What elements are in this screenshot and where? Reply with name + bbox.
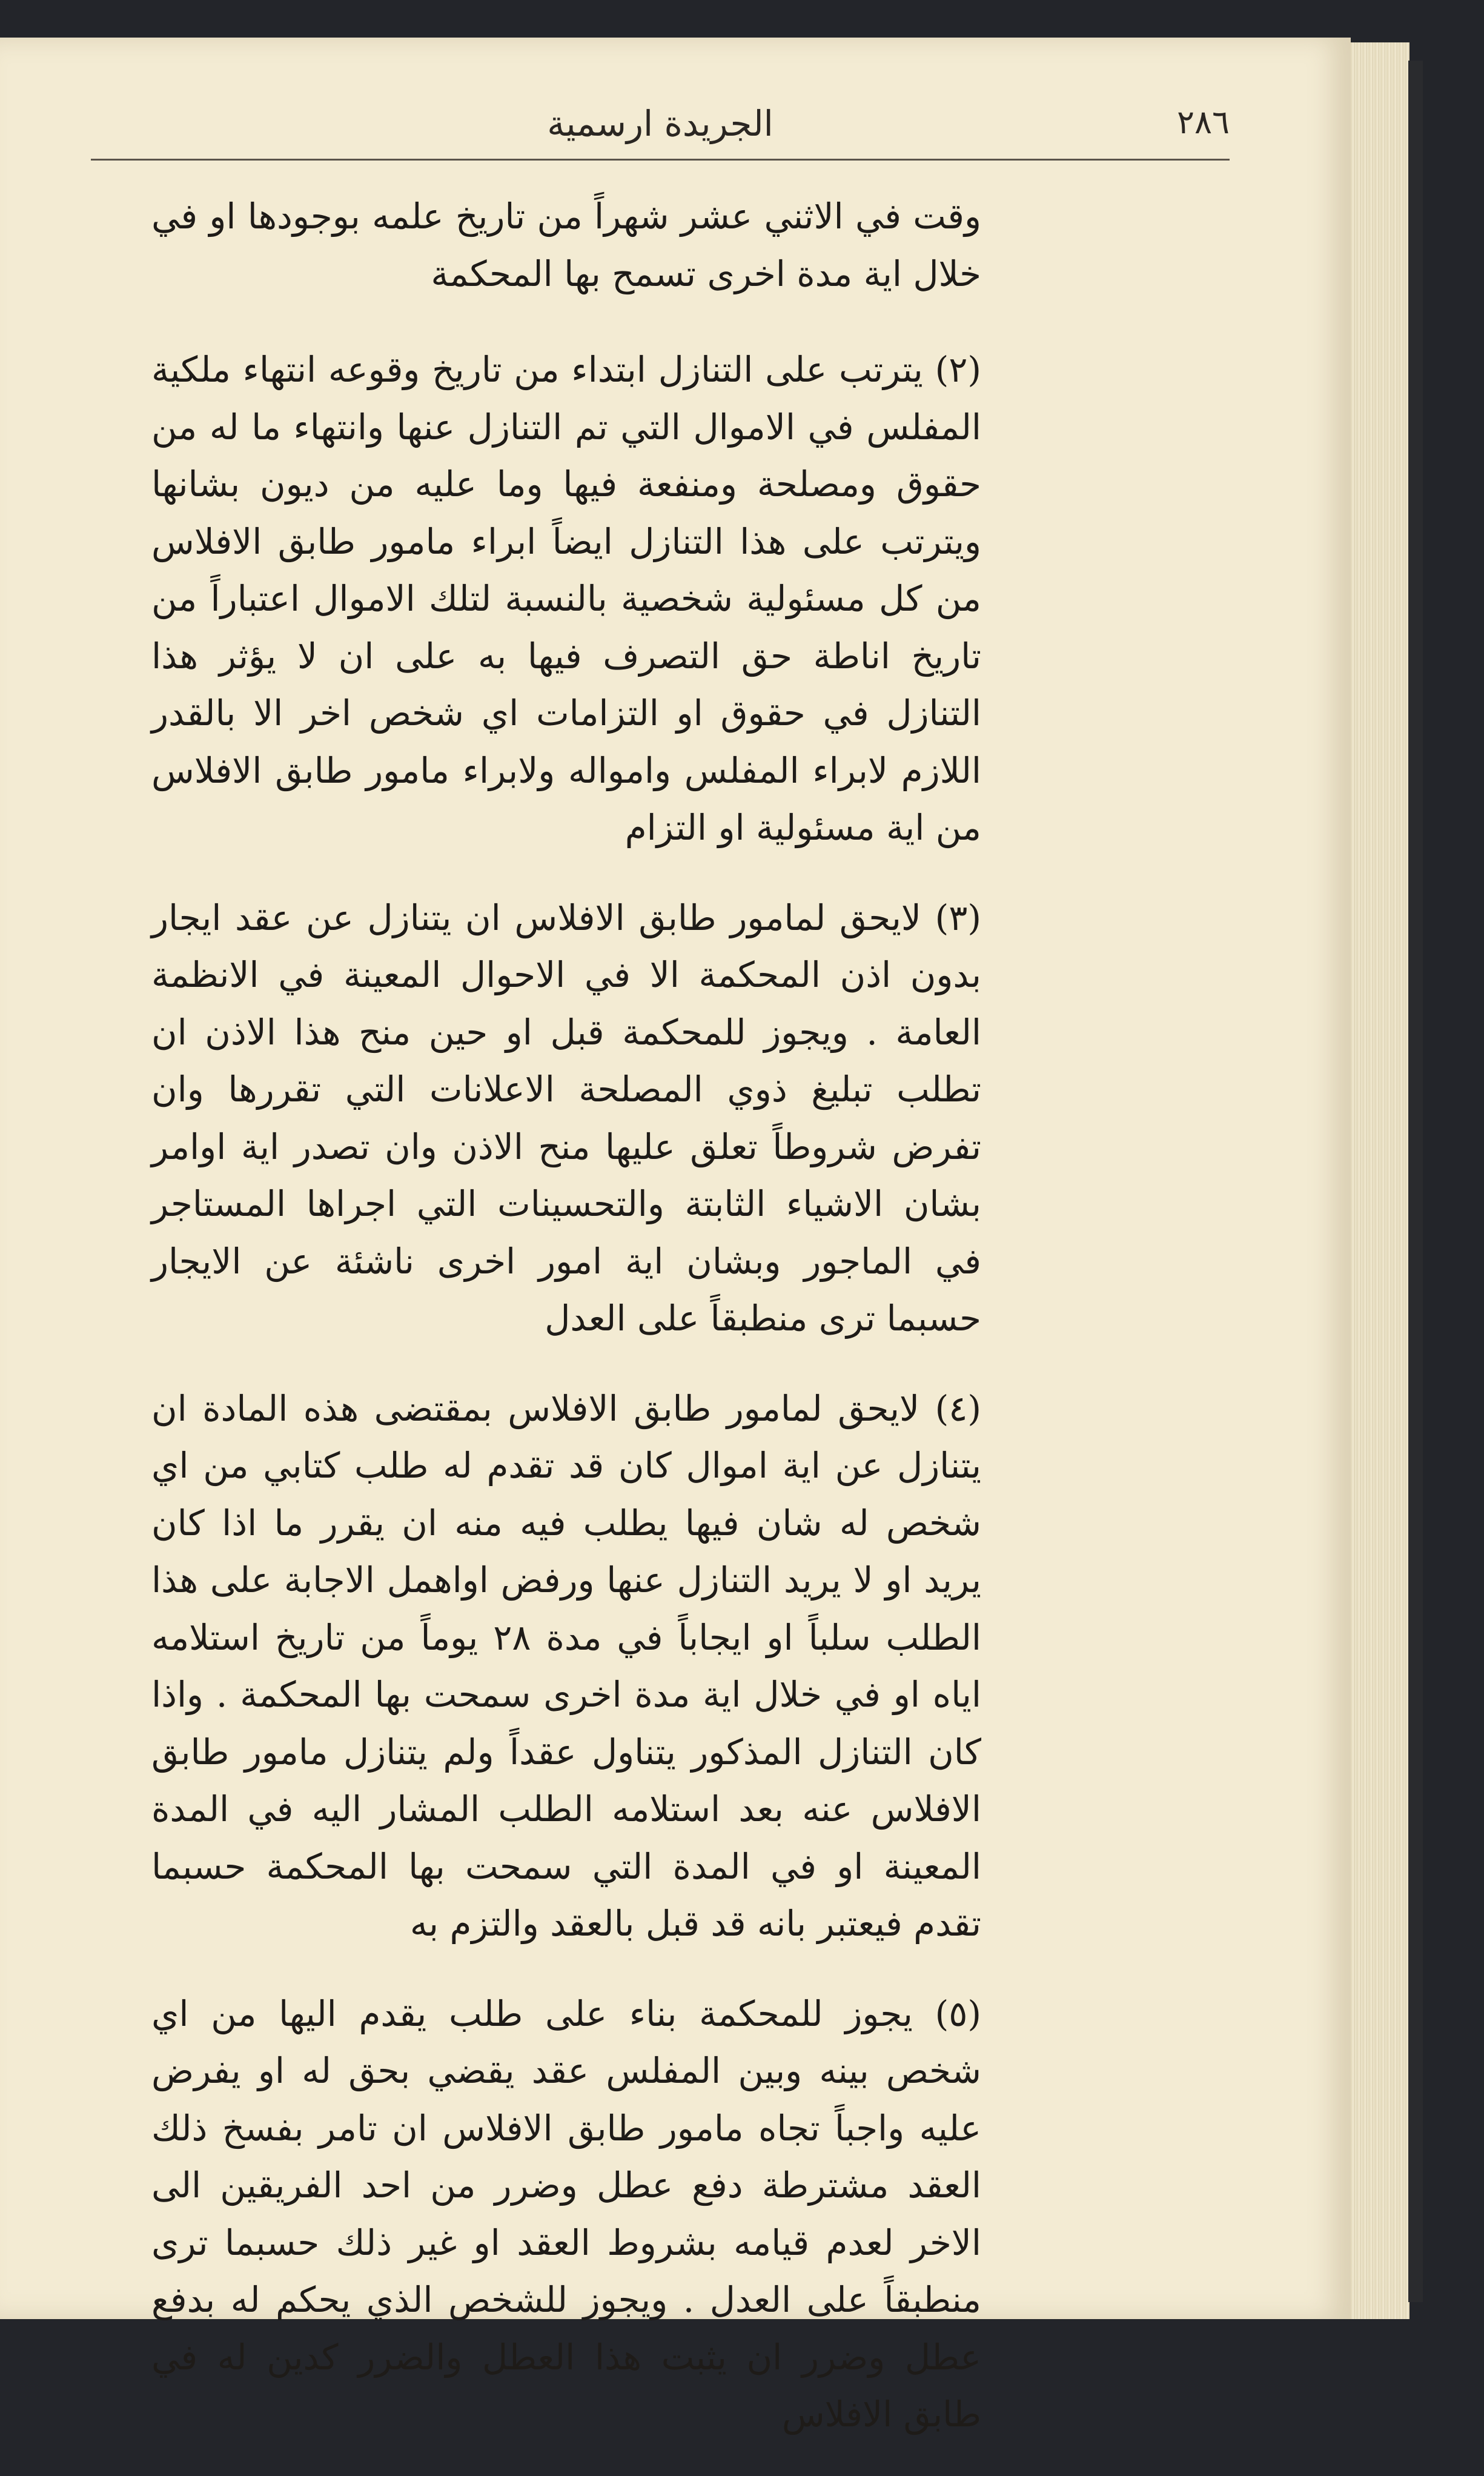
paragraph-clause-3: (٣) لايحق لمامور طابق الافلاس ان يتنازل عن عقد ايجار بدون اذن المحكمة الا في الاحوال المعينة في الانظمة العامة . ويجوز للمحكمة قبل او حين منح هذا الاذن ان تطلب تبليغ ذوي المصلحة الاعلانات التي تقررها وان تفرض شروطاً تعلق عليها منح الاذن وان تصدر اية اوامر بشان الاشياء الثابتة والتحسينات التي اجراها المستاجر في الماجور وبشان اية امور اخرى ناشئة عن الايجار حسبما ترى منطبقاً على العدل (151, 897, 981, 1339)
page-number: ٢٨٦ (1176, 103, 1230, 141)
body-text (151, 188, 981, 2476)
header-rule (91, 159, 1230, 161)
page-header (91, 97, 1230, 164)
running-title: الجريدة ارسمية (547, 103, 773, 144)
book-cover-edge (1408, 61, 1423, 2302)
paragraph-continuation: وقت في الاثني عشر شهراً من تاريخ علمه بوجودها او في خلال اية مدة اخرى تسمح بها المحكمة (151, 196, 981, 294)
paragraph-clause-2: (٢) يترتب على التنازل ابتداء من تاريخ وقوعه انتهاء ملكية المفلس في الاموال التي تم التنازل عنها وانتهاء ما له من حقوق ومصلحة ومنفعة فيها وما عليه من ديون بشانها ويترتب على هذا التنازل ايضاً ابراء مامور طابق الافلاس من كل مسئولية شخصية بالنسبة لتلك الاموال اعتباراً من تاريخ اناطة حق التصرف فيها به على ان لا يؤثر هذا التنازل في حقوق او التزامات اي شخص اخر الا بالقدر اللازم لابراء المفلس وامواله ولابراء مامور طابق الافلاس من اية مسئولية او التزام (151, 349, 981, 848)
paragraph-clause-5: (٥) يجوز للمحكمة بناء على طلب يقدم اليها من اي شخص بينه وبين المفلس عقد يقضي بحق له او يفرض عليه واجباً تجاه مامور طابق الافلاس ان تامر بفسخ ذلك العقد مشترطة دفع عطل وضرر من احد الفريقين الى الاخر لعدم قيامه بشروط العقد او غير ذلك حسبما ترى منطبقاً على العدل . ويجوز للشخص الذي يحكم له بدفع عطل وضرر ان يثبت هذا العطل والضرر كدين له في طابق الافلاس (151, 1993, 981, 2435)
paragraph-clause-4: (٤) لايحق لمامور طابق الافلاس بمقتضى هذه المادة ان يتنازل عن اية اموال كان قد تقدم له طلب كتابي من اي شخص له شان فيها يطلب فيه منه ان يقرر ما اذا كان يريد او لا يريد التنازل عنها ورفض اواهمل الاجابة على هذا الطلب سلباً او ايجاباً في مدة ٢٨ يوماً من تاريخ استلامه اياه او في خلال اية مدة اخرى سمحت بها المحكمة . واذا كان التنازل المذكور يتناول عقداً ولم يتنازل مامور طابق الافلاس عنه بعد استلامه الطلب المشار اليه في المدة المعينة او في المدة التي سمحت بها المحكمة حسبما تقدم فيعتبر بانه قد قبل بالعقد والتزم به (151, 1387, 982, 1944)
